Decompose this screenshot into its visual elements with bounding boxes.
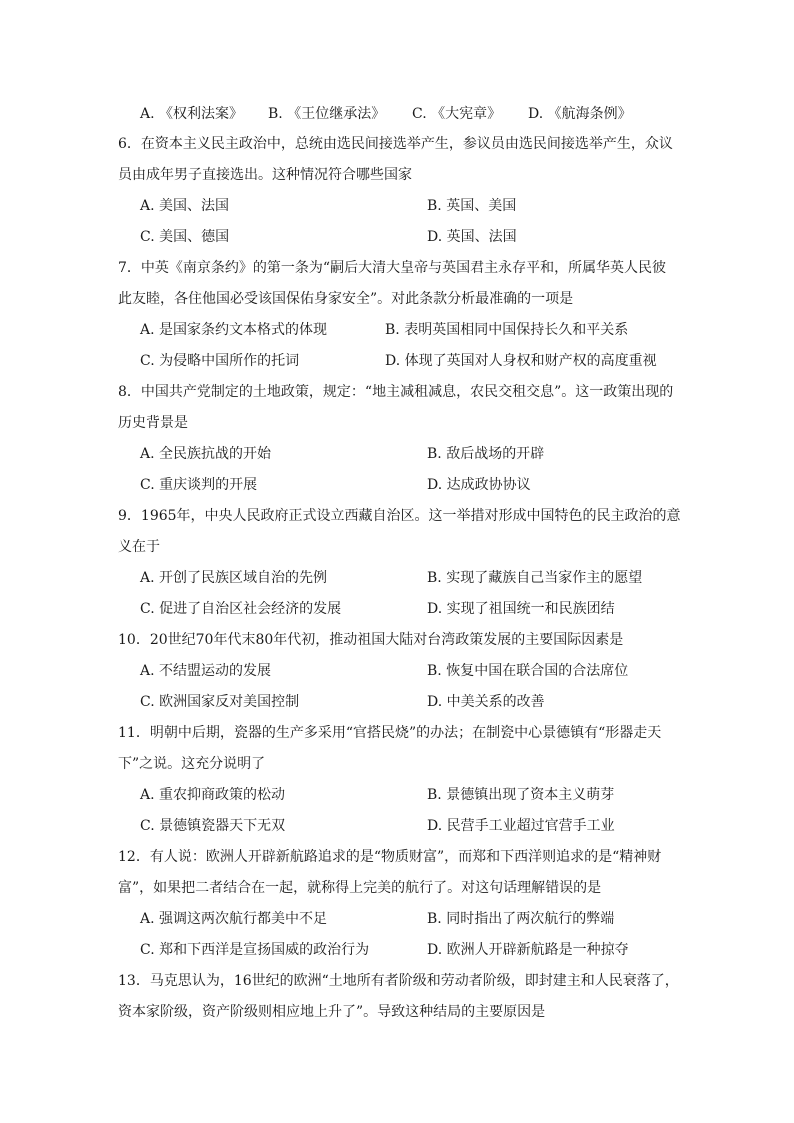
q12-option-b: B. 同时指出了两次航行的弊端 bbox=[427, 911, 615, 927]
q11-stem-line-1: 11．明朝中后期，瓷器的生产多采用“官搭民烧”的办法；在制瓷中心景德镇有“形器走天 bbox=[118, 725, 662, 741]
q7-option-d: D. 体现了英国对人身权和财产权的高度重视 bbox=[385, 353, 657, 369]
q6-option-c: C. 美国、德国 bbox=[140, 229, 230, 245]
q11-option-b: B. 景德镇出现了资本主义萌芽 bbox=[427, 787, 615, 803]
q7-option-b: B. 表明英国相同中国保持长久和平关系 bbox=[385, 322, 629, 338]
q6-option-b: B. 英国、美国 bbox=[427, 198, 517, 214]
q9-option-b: B. 实现了藏族自己当家作主的愿望 bbox=[427, 570, 643, 586]
q8-option-b: B. 敌后战场的开辟 bbox=[427, 446, 545, 462]
q9-stem-line-1: 9．1965年，中央人民政府正式设立西藏自治区。这一举措对形成中国特色的民主政治的意 bbox=[118, 508, 681, 524]
q9-stem-line-2: 义在于 bbox=[118, 539, 160, 555]
q12-option-c: C. 郑和下西洋是宣扬国威的政治行为 bbox=[140, 942, 370, 958]
q6-option-d: D. 英国、法国 bbox=[427, 229, 517, 245]
q10-option-b: B. 恢复中国在联合国的合法席位 bbox=[427, 663, 629, 679]
q11-stem-line-2: 下”之说。这充分说明了 bbox=[118, 756, 266, 772]
q11-option-d: D. 民营手工业超过官营手工业 bbox=[427, 818, 615, 834]
q6-stem-line-2: 员由成年男子直接选出。这种情况符合哪些国家 bbox=[118, 167, 412, 183]
q12-option-d: D. 欧洲人开辟新航路是一种掠夺 bbox=[427, 942, 629, 958]
q9-option-c: C. 促进了自治区社会经济的发展 bbox=[140, 601, 342, 617]
q9-option-d: D. 实现了祖国统一和民族团结 bbox=[427, 601, 615, 617]
q12-stem-line-2: 富”，如果把二者结合在一起，就称得上完美的航行了。对这句话理解错误的是 bbox=[118, 880, 602, 896]
q6-option-a: A. 美国、法国 bbox=[140, 198, 230, 214]
q7-stem-line-2: 此友睦，各住他国必受该国保佑身家安全”。对此条款分析最准确的一项是 bbox=[118, 291, 574, 307]
q5-option-b: B. 《王位继承法》 bbox=[268, 106, 386, 122]
q11-option-a: A. 重农抑商政策的松动 bbox=[140, 787, 286, 803]
q8-option-c: C. 重庆谈判的开展 bbox=[140, 477, 258, 493]
q10-option-c: C. 欧洲国家反对美国控制 bbox=[140, 694, 300, 710]
q8-option-a: A. 全民族抗战的开始 bbox=[140, 446, 272, 462]
q8-option-d: D. 达成政协协议 bbox=[427, 477, 531, 493]
q13-stem-line-1: 13．马克思认为，16世纪的欧洲“土地所有者阶级和劳动者阶级，即封建主和人民衰落了， bbox=[118, 973, 679, 989]
q6-stem-line-1: 6．在资本主义民主政治中，总统由选民间接选举产生，参议员由选民间接选举产生，众议 bbox=[118, 136, 673, 152]
q10-option-a: A. 不结盟运动的发展 bbox=[140, 663, 272, 679]
q10-stem-line-1: 10．20世纪70年代末80年代初，推动祖国大陆对台湾政策发展的主要国际因素是 bbox=[118, 632, 624, 648]
q5-option-a: A. 《权利法案》 bbox=[140, 106, 244, 122]
q8-stem-line-1: 8．中国共产党制定的土地政策，规定：“地主减租减息，农民交租交息”。这一政策出现的 bbox=[118, 384, 674, 400]
q11-option-c: C. 景德镇瓷器天下无双 bbox=[140, 818, 286, 834]
q5-option-d: D. 《航海条例》 bbox=[528, 106, 632, 122]
q5-option-c: C. 《大宪章》 bbox=[412, 106, 502, 122]
q7-stem-line-1: 7．中英《南京条约》的第一条为“嗣后大清大皇帝与英国君主永存平和，所属华英人民彼 bbox=[118, 260, 667, 276]
q9-option-a: A. 开创了民族区域自治的先例 bbox=[140, 570, 328, 586]
q12-option-a: A. 强调这两次航行都美中不足 bbox=[140, 911, 328, 927]
q8-stem-line-2: 历史背景是 bbox=[118, 415, 188, 431]
q7-option-a: A. 是国家条约文本格式的体现 bbox=[140, 322, 328, 338]
q7-option-c: C. 为侵略中国所作的托词 bbox=[140, 353, 300, 369]
q10-option-d: D. 中美关系的改善 bbox=[427, 694, 545, 710]
q12-stem-line-1: 12．有人说：欧洲人开辟新航路追求的是“物质财富”，而郑和下西洋则追求的是“精神财 bbox=[118, 849, 662, 865]
q13-stem-line-2: 资本家阶级，资产阶级则相应地上升了”。导致这种结局的主要原因是 bbox=[118, 1004, 546, 1020]
